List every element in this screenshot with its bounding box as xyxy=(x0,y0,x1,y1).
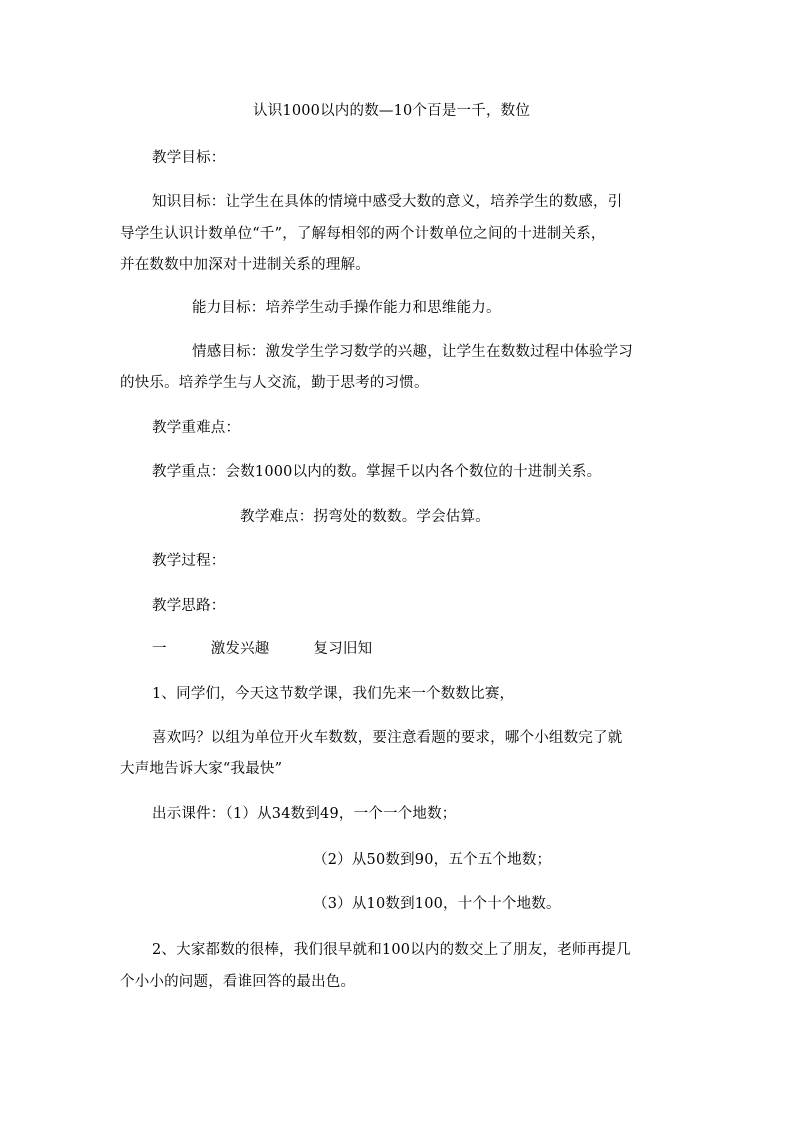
section-one-line xyxy=(152,639,372,659)
courseware-line-2: （2）从50数到90，五个五个地数； xyxy=(313,852,552,868)
courseware-line-1: 出示课件：（1）从34数到49，一个一个地数； xyxy=(152,806,457,822)
process-heading: 教学过程： xyxy=(152,553,226,569)
approach-heading: 教学思路： xyxy=(152,598,226,614)
courseware-line-3: （3）从10数到100，十个十个地数。 xyxy=(313,896,561,912)
item-2-line-1: 2、大家都数的很棒，我们很早就和100以内的数交上了朋友，老师再提几 xyxy=(152,942,631,958)
item-1-cont-line-1: 喜欢吗？以组为单位开火车数数，要注意看题的要求，哪个小组数完了就 xyxy=(152,730,623,746)
ability-goal: 能力目标：培养学生动手操作能力和思维能力。 xyxy=(192,300,501,316)
emotion-goal-line-2: 的快乐。培养学生与人交流，勤于思考的习惯。 xyxy=(120,375,429,391)
knowledge-goal-line-1: 知识目标：让学生在具体的情境中感受大数的意义，培养学生的数感，引 xyxy=(152,194,623,210)
item-1-cont-line-2: 大声地告诉大家“我最快” xyxy=(120,761,283,777)
key-point: 教学重点：会数1000以内的数。掌握千以内各个数位的十进制关系。 xyxy=(152,464,602,480)
key-difficult-heading: 教学重难点： xyxy=(152,420,241,436)
knowledge-goal-line-2: 导学生认识计数单位“千”，了解每相邻的两个计数单位之间的十进制关系， xyxy=(120,226,606,242)
document-title: 认识1000以内的数—10个百是一千，数位 xyxy=(253,103,531,119)
emotion-goal-line-1: 情感目标：激发学生学习数学的兴趣，让学生在数数过程中体验学习 xyxy=(192,344,633,360)
section-one-number: 一 xyxy=(152,641,167,657)
section-one-part-a: 激发兴趣 xyxy=(210,641,270,657)
knowledge-goal-line-3: 并在数数中加深对十进制关系的理解。 xyxy=(120,257,370,273)
section-one-part-b: 复习旧知 xyxy=(313,641,373,657)
teaching-goals-heading: 教学目标： xyxy=(152,150,226,166)
difficult-point: 教学难点：拐弯处的数数。学会估算。 xyxy=(240,509,490,525)
item-1: 1、同学们，今天这节数学课，我们先来一个数数比赛， xyxy=(152,686,515,702)
item-2-line-2: 个小小的问题，看谁回答的最出色。 xyxy=(120,974,356,990)
